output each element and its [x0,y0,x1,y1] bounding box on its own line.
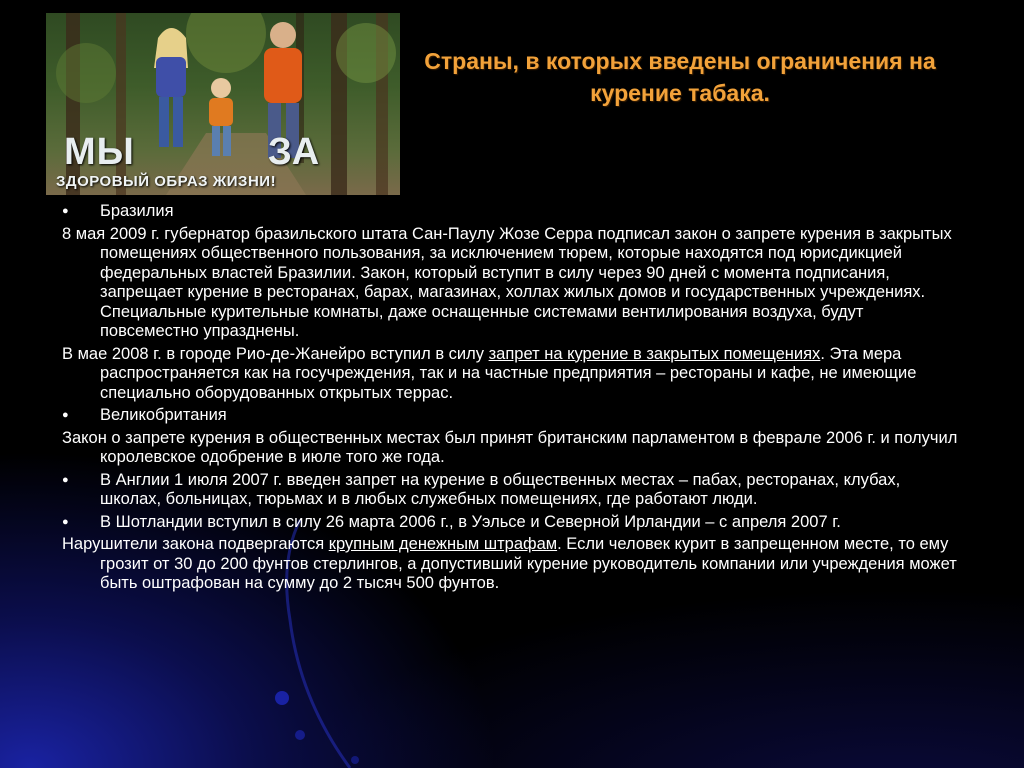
paragraph-text: . Эта мера распространяется как на госучреждения, так и на частные предприятия – рестораны и кафе, не имеющие специально оборудованных открытых террас. [100,344,917,402]
bullet-item-uk [62,406,962,426]
paragraph-uk-law: Закон о запрете курения в общественных местах был принят британским парламентом в феврале 2006 г. и получил королевское одобрение в июле того же года. [62,428,958,466]
slide-title: Страны, в которых введены ограничения на курение табака. [424,48,936,106]
bullet-icon: ● [62,409,69,421]
photo-caption: ЗДОРОВЫЙ ОБРАЗ ЖИЗНИ! [56,173,277,190]
header-photo [46,13,400,195]
paragraph-penalties [62,535,962,594]
paragraph-brazil-law: 8 мая 2009 г. губернатор бразильского штата Сан-Паулу Жозе Серра подписал закон о запрете курения в закрытых помещениях общественного пользования, за исключением тюрем, которые находятся под юрисдикцией федеральных властей Бразилии. Закон, который вступит в силу через 90 дней с момента подписания, запрещает курение в ресторанах, барах, магазинах, холлах жилых домов и государственных учреждениях. Специальные курительные комнаты, даже оснащенные системами вентилирования воздуха, будут повсеместно упразднены. [62,224,952,340]
bullet-icon: ● [62,473,69,486]
bullet-icon: ● [62,205,69,217]
bullet-icon: ● [62,515,69,528]
bullet-item-england [62,471,962,510]
rio-ban-link[interactable]: запрет на курение в закрытых помещениях [488,344,821,363]
bullet-text: В Англии 1 июля 2007 г. введен запрет на курение в общественных местах – пабах, ресторанах, клубах, школах, больницах, тюрьмах и в любых служебных помещениях, где работают люди. [100,470,901,508]
bullet-text: В Шотландии вступил в силу 26 марта 2006 г., в Уэльсе и Северной Ирландии – с апреля 2007 г. [100,512,841,531]
paragraph-text: В мае 2008 г. в городе Рио-де-Жанейро вступил в силу [62,344,489,363]
paragraph-text: Нарушители закона подвергаются [62,535,329,553]
bullet-item-brazil [62,202,962,222]
slide-content [62,202,962,597]
photo-overlay-left-text: МЫ [64,131,135,173]
paragraph-text: . Если человек курит в запрещенном месте, то ему грозит от 30 до 200 фунтов стерлингов, а допустивший курение руководитель компании или учреждения может быть оштрафован на сумму до 2 тысяч 500 фунтов. [100,535,957,592]
photo-overlay-right-text: ЗА [268,131,320,173]
fines-link[interactable]: крупным денежным штрафам [328,535,558,553]
bullet-text: Великобритания [100,406,227,424]
paragraph-rio [62,345,962,404]
bullet-text: Бразилия [100,202,174,220]
bullet-item-scotland [62,513,962,533]
